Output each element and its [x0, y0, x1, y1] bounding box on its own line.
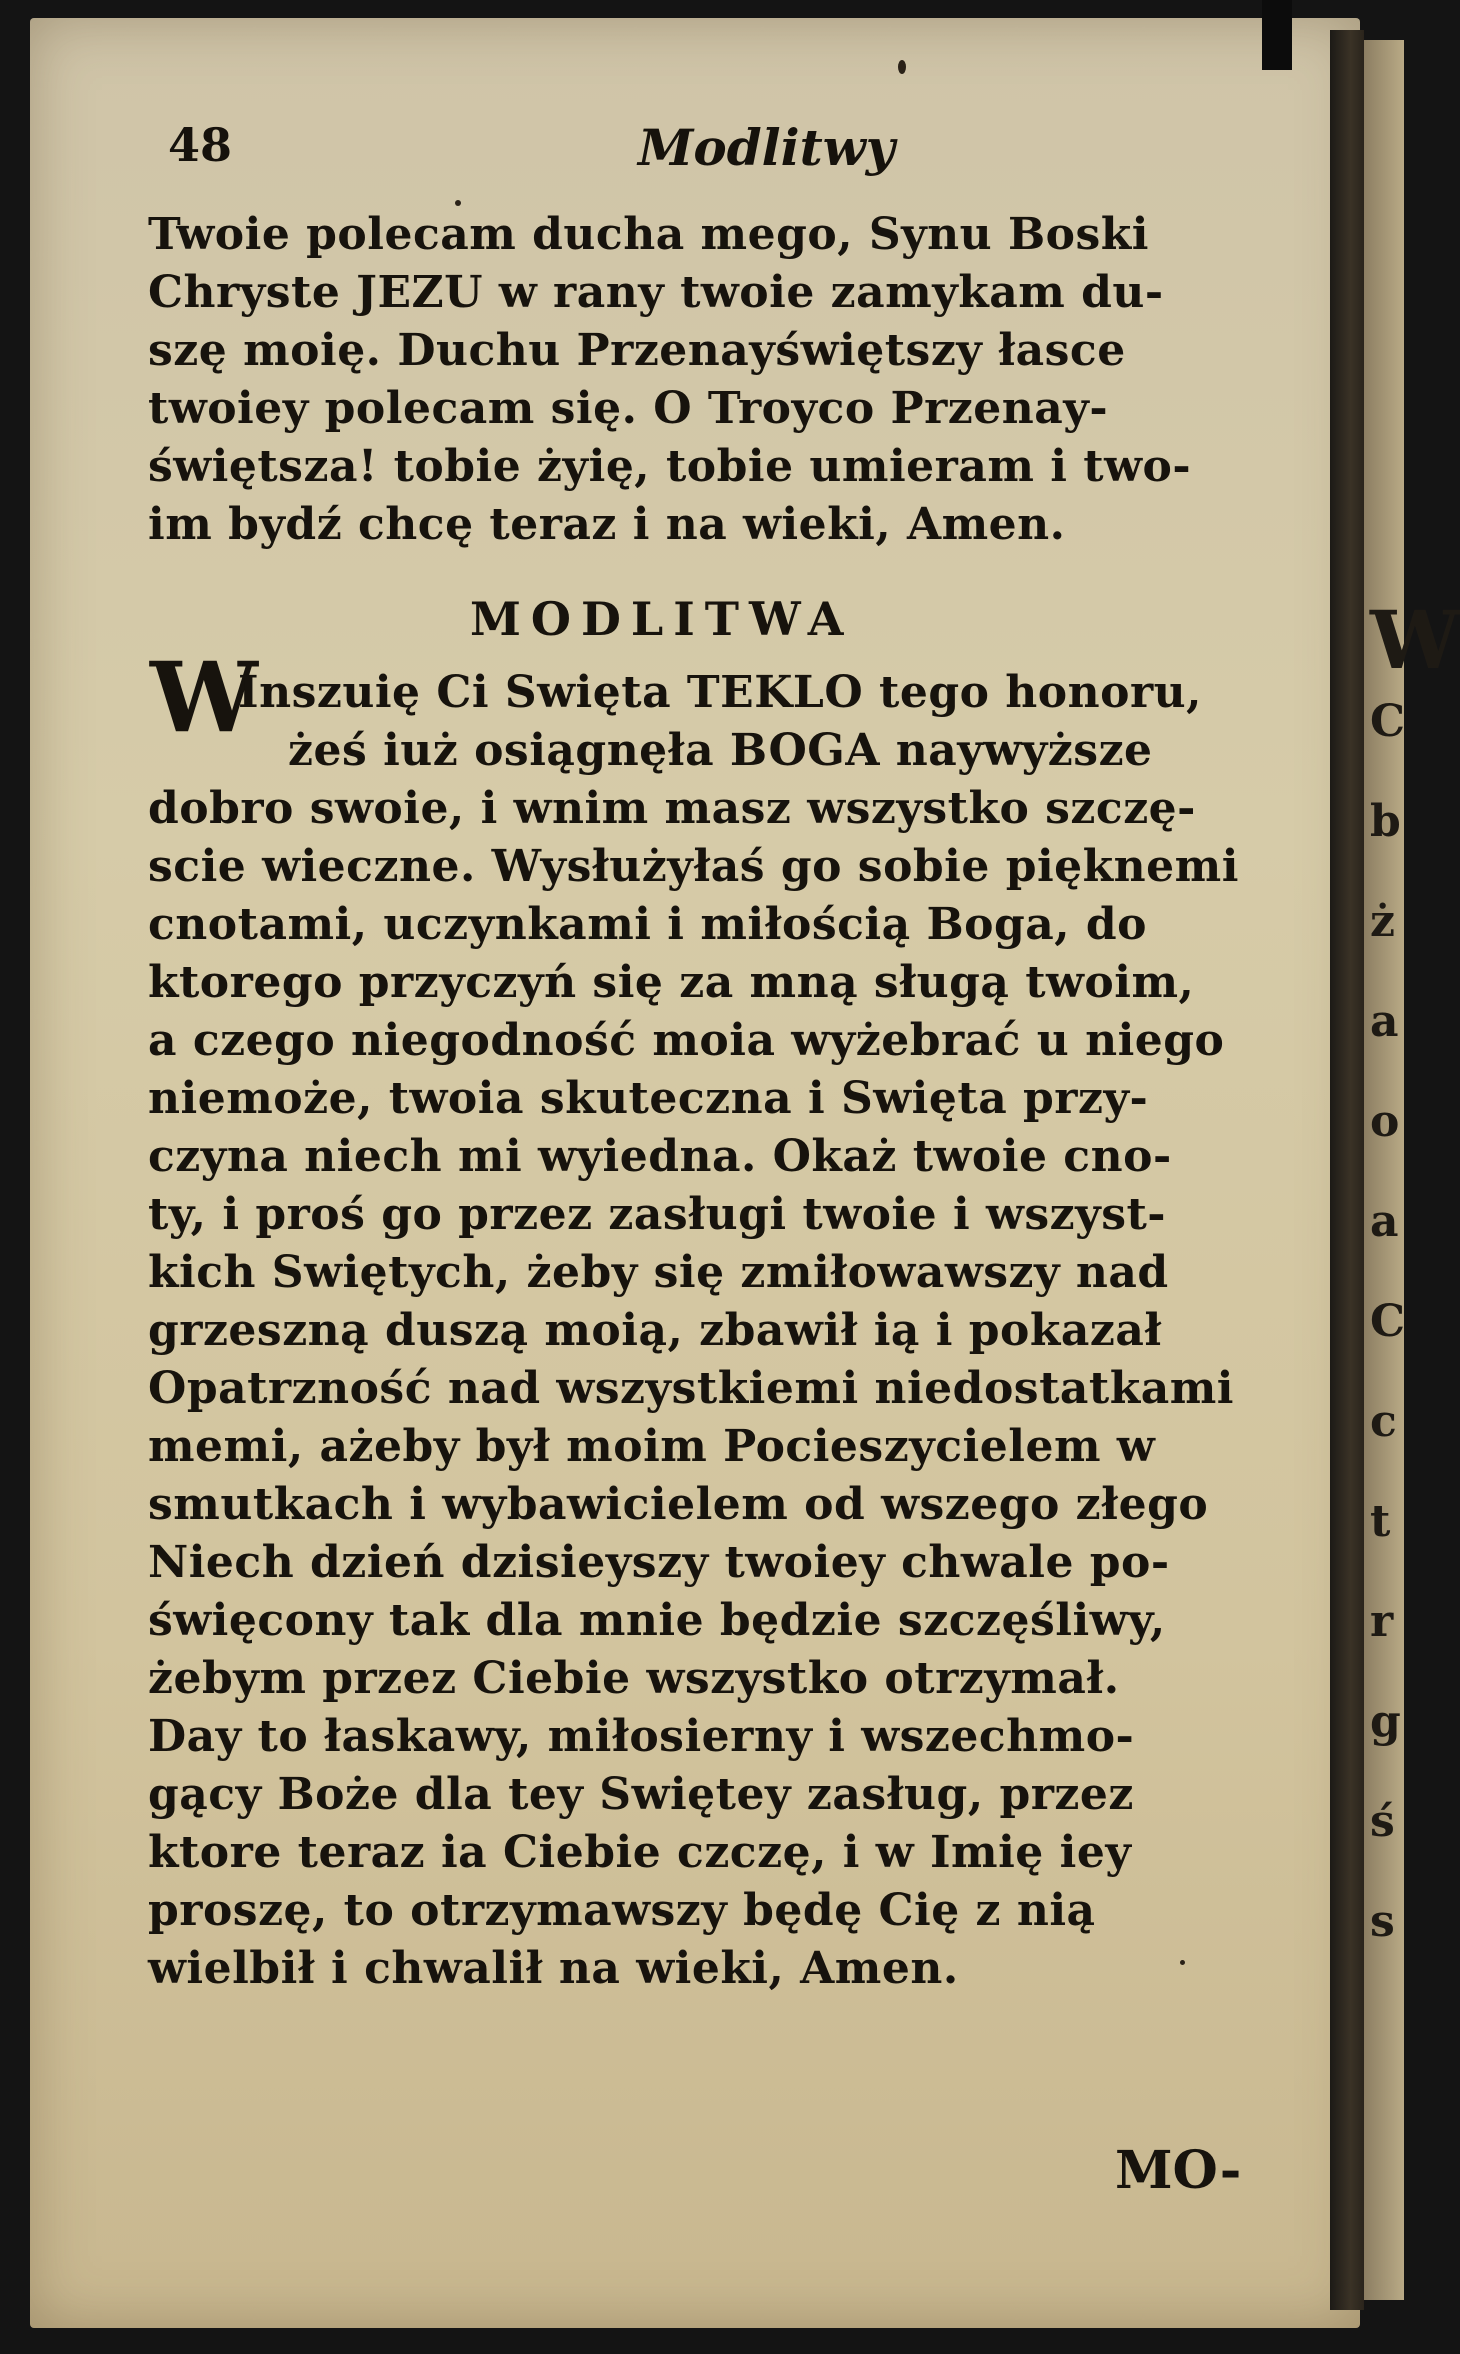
text-line: świętsza! tobie żyię, tobie umieram i two- — [148, 441, 1192, 492]
text-line: grzeszną duszą moią, zbawił ią i pokazał — [148, 1305, 1162, 1356]
text-line: Twoie polecam ducha mego, Synu Boski — [148, 209, 1149, 260]
facing-page-edge — [1364, 40, 1460, 2300]
text-line: Opatrzność nad wszystkiemi niedostatkami — [148, 1363, 1234, 1414]
facing-page-letter: g — [1370, 1696, 1401, 1747]
text-line: ty, i proś go przez zasługi twoie i wszyst- — [148, 1189, 1167, 1240]
text-line: Niech dzień dzisieyszy twoiey chwale po- — [148, 1537, 1170, 1588]
text-line: żebym przez Ciebie wszystko otrzymał. — [148, 1653, 1120, 1704]
drop-cap: W — [150, 641, 258, 754]
text-line: wielbił i chwalił na wieki, Amen. — [148, 1943, 959, 1994]
text-line: kich Swiętych, żeby się zmiłowawszy nad — [148, 1247, 1169, 1298]
facing-page-letter: r — [1370, 1596, 1394, 1647]
ink-speck — [898, 60, 906, 74]
text-line: memi, ażeby był moim Pocieszycielem w — [148, 1421, 1156, 1472]
text-line: a czego niegodność moia wyżebrać u niego — [148, 1015, 1225, 1066]
text-line: gący Boże dla tey Swiętey zasług, przez — [148, 1769, 1134, 1820]
text-line: cnotami, uczynkami i miłością Boga, do — [148, 899, 1148, 950]
text-line: ktorego przyczyń się za mną sługą twoim, — [148, 957, 1195, 1008]
text-line: Day to łaskawy, miłosierny i wszechmo- — [148, 1711, 1135, 1762]
text-line: święcony tak dla mnie będzie szczęśliwy, — [148, 1595, 1166, 1646]
text-line: Inszuię Ci Swięta TEKLO tego honoru, — [238, 667, 1202, 718]
text-line: twoiey polecam się. O Troyco Przenay- — [148, 383, 1109, 434]
facing-page-letter: a — [1370, 1196, 1399, 1247]
facing-page-letter: ż — [1370, 896, 1395, 947]
text-line: proszę, to otrzymawszy będę Cię z nią — [148, 1885, 1096, 1936]
facing-page-letter: W — [1370, 593, 1460, 687]
text-line: scie wieczne. Wysłużyłaś go sobie pięknemi — [148, 841, 1239, 892]
page-header — [168, 118, 1328, 188]
text-line: ktore teraz ia Ciebie czczę, i w Imię iey — [148, 1827, 1132, 1878]
section-heading: MODLITWA — [470, 592, 854, 646]
prayer-body — [148, 780, 1338, 1998]
page-number: 48 — [168, 118, 233, 172]
facing-page-letter: C — [1370, 696, 1406, 747]
prayer-ending-paragraph — [148, 206, 1338, 554]
facing-page-letter: C — [1370, 1296, 1406, 1347]
text-line: niemoże, twoia skuteczna i Swięta przy- — [148, 1073, 1149, 1124]
ink-speck — [1180, 1960, 1185, 1965]
facing-page-letter: b — [1370, 796, 1401, 847]
facing-page-letter: s — [1370, 1896, 1395, 1947]
facing-page-letter: a — [1370, 996, 1399, 1047]
text-line: żeś iuż osiągnęła BOGA naywyższe — [288, 725, 1153, 776]
running-title: Modlitwy — [638, 118, 895, 177]
facing-page-letter: ś — [1370, 1796, 1395, 1847]
prayer-opening-lines — [238, 664, 1328, 780]
binding-edge — [1262, 0, 1292, 70]
text-line: szę moię. Duchu Przenayświętszy łasce — [148, 325, 1126, 376]
text-line: dobro swoie, i wnim masz wszystko szczę- — [148, 783, 1196, 834]
text-line: smutkach i wybawicielem od wszego złego — [148, 1479, 1209, 1530]
facing-page-letter: c — [1370, 1396, 1397, 1447]
text-line: im bydź chcę teraz i na wieki, Amen. — [148, 499, 1066, 550]
facing-page-letter: o — [1370, 1096, 1400, 1147]
facing-page-letter: t — [1370, 1496, 1391, 1547]
text-line: Chryste JEZU w rany twoie zamykam du- — [148, 267, 1164, 318]
text-line: czyna niech mi wyiedna. Okaż twoie cno- — [148, 1131, 1172, 1182]
catchword: MO- — [1115, 2140, 1242, 2201]
ink-speck — [455, 200, 461, 206]
